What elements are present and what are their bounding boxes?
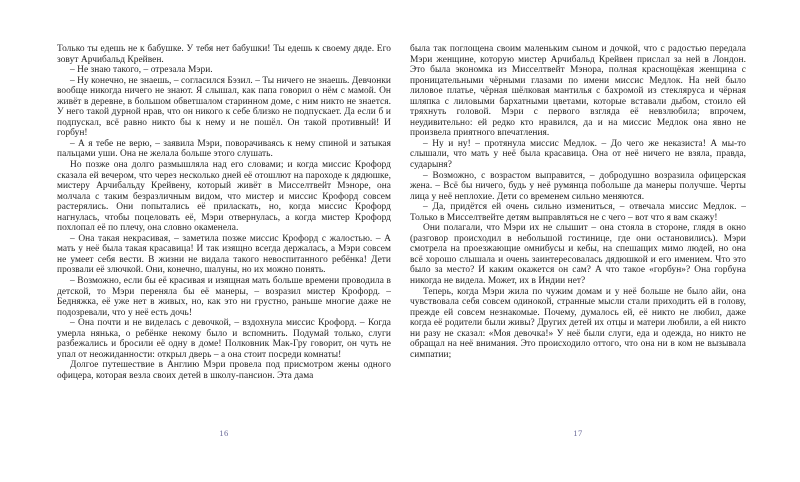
page-right-number: 17 (573, 428, 583, 438)
paragraph: – Ну и ну! – протянула миссис Медлок. – До чего же неказиста! А мы-то слышали, что мать у неё была красавица. Она от неё ничего не взяла, правда, сударыня? (410, 138, 746, 171)
page-right (410, 44, 746, 446)
page-left-number: 16 (219, 428, 229, 438)
paragraph: – Возможно, с возрастом выправится, – добродушно возразила офицерская жена. – Всё бы ничего, будь у неё румянца побольше да манеры получше. Черты лица у неё неплохие. Дети со временем сильно меняются. (410, 170, 746, 202)
paragraph: Они полагали, что Мэри их не слышит – она стояла в стороне, глядя в окно (разговор происходил в небольшой гостинице, где они остановились). Мэри смотрела на проезжающие омнибусы и кебы, на спешащих мимо людей, но она всё хорошо слышала и очень заинтересовалась дядюшкой и его имением. Что это было за место? И каким окажется он сам? А что такое «горбун»? Она горбуна никогда не видела. Может, их в Индии нет? (410, 223, 746, 287)
paragraph: – Да, придётся ей очень сильно измениться, – отвечала миссис Медлок. – Только в Мисселтвейте детям выправляться не с чего – вот что я вам скажу! (410, 202, 746, 223)
paragraph: Долгое путешествие в Англию Мэри провела под присмотром жены одного офицера, которая везла своих детей в школу-пансион. Эта дама (57, 360, 391, 381)
paragraph: Теперь, когда Мэри жила по чужим домам и у неё больше не было айи, она чувствовала себя совсем одинокой, странные мысли стали приходить ей в голову, прежде ей совсем незнакомые. Почему, думалось ей, её никто не любил, даже когда её родители были живы? Других детей их отцы и матери любили, а ей никто ни разу не сказал: «Моя девочка!» У неё были слуги, еда и одежда, но никто не обращал на неё внимания. Это происходило оттого, что она ни в ком не вызывала симпатии; (410, 286, 746, 360)
page-left-text (57, 44, 391, 382)
page-right-text (410, 44, 746, 360)
paragraph: была так поглощена своим маленьким сыном и дочкой, что с радостью передала Мэри женщине, которую мистер Арчибальд Крейвен прислал за ней в Лондон. Это была экономка из Мисселтвейт Мэнора, полная краснощёкая женщина с проницательными чёрными глазами по имени миссис Медлок. На ней было лиловое платье, чёрная шёлковая мантилья с бахромой из стекляруса и чёрная шляпка с лиловыми бархатными цветами, которые вставали дыбом, стоило ей тряхнуть головой. Мэри с первого взгляда её невзлюбила; впрочем, неудивительно: ей редко кто нравился, да и на миссис Медлок она явно не произвела приятного впечатления. (410, 44, 746, 139)
paragraph: Только ты едешь не к бабушке. У тебя нет бабушки! Ты едешь к своему дяде. Его зовут Арчибальд Крейвен. (57, 44, 391, 65)
paragraph: – Она такая некрасивая, – заметила позже миссис Крофорд с жалостью. – А мать у неё была такая красавица! И так изящно всегда держалась, а Мэри совсем не умеет себя вести. В жизни не видала такого невоспитанного ребёнка! Дети прозвали её злючкой. Они, конечно, шалуны, но их можно понять. (57, 233, 391, 276)
paragraph: – Ну конечно, не знаешь, – согласился Бэзил. – Ты ничего не знаешь. Девчонки вообще никогда ничего не знают. Я слышал, как папа говорил о нём с мамой. Он живёт в деревне, в большом обветшалом старинном доме, с ним никто не знается. У него такой дурной нрав, что он никого к себе близко не подпускает. Да если б и подпускал, всё равно никто бы к нему и не пошёл. Он такой противный! И горбун! (57, 75, 391, 139)
paragraph: – А я тебе не верю, – заявила Мэри, поворачиваясь к нему спиной и затыкая пальцами уши. Она не желала больше этого слушать. (57, 138, 391, 160)
paragraph: – Возможно, если бы её красивая и изящная мать больше времени проводила в детской, то Мэри переняла бы её манеры, – возразил мистер Крофорд. – Бедняжка, её уже нет в живых, но, как это ни грустно, раньше многие даже не подозревали, что у неё есть дочь! (57, 276, 391, 318)
paragraph: Но позже она долго размышляла над его словами; и когда миссис Крофорд сказала ей вечером, что через несколько дней её отошлют на пароходе к дядюшке, мистеру Арчибальду Крейвену, который живёт в Мисселтвейт Мэноре, она молчала с таким безразличным видом, что мистер и миссис Крофорд совсем растерялись. Они попытались её приласкать, но, когда миссис Крофорд нагнулась, чтобы поцеловать её, Мэри отвернулась, а когда мистер Крофорд похлопал её по плечу, она словно окаменела. (57, 160, 391, 234)
paragraph: – Не знаю такого, – отрезала Мэри. (70, 65, 213, 76)
page-left (57, 44, 391, 446)
paragraph: – Она почти и не виделась с девочкой, – вздохнула миссис Крофорд. – Когда умерла нянька, о ребёнке некому было и вспомнить. Подумай только, слуги разбежались и бросили её одну в доме! Полковник Мак-Гру говорит, он чуть не упал от неожиданности: открыл дверь – а она стоит посреди комнаты! (57, 318, 391, 360)
